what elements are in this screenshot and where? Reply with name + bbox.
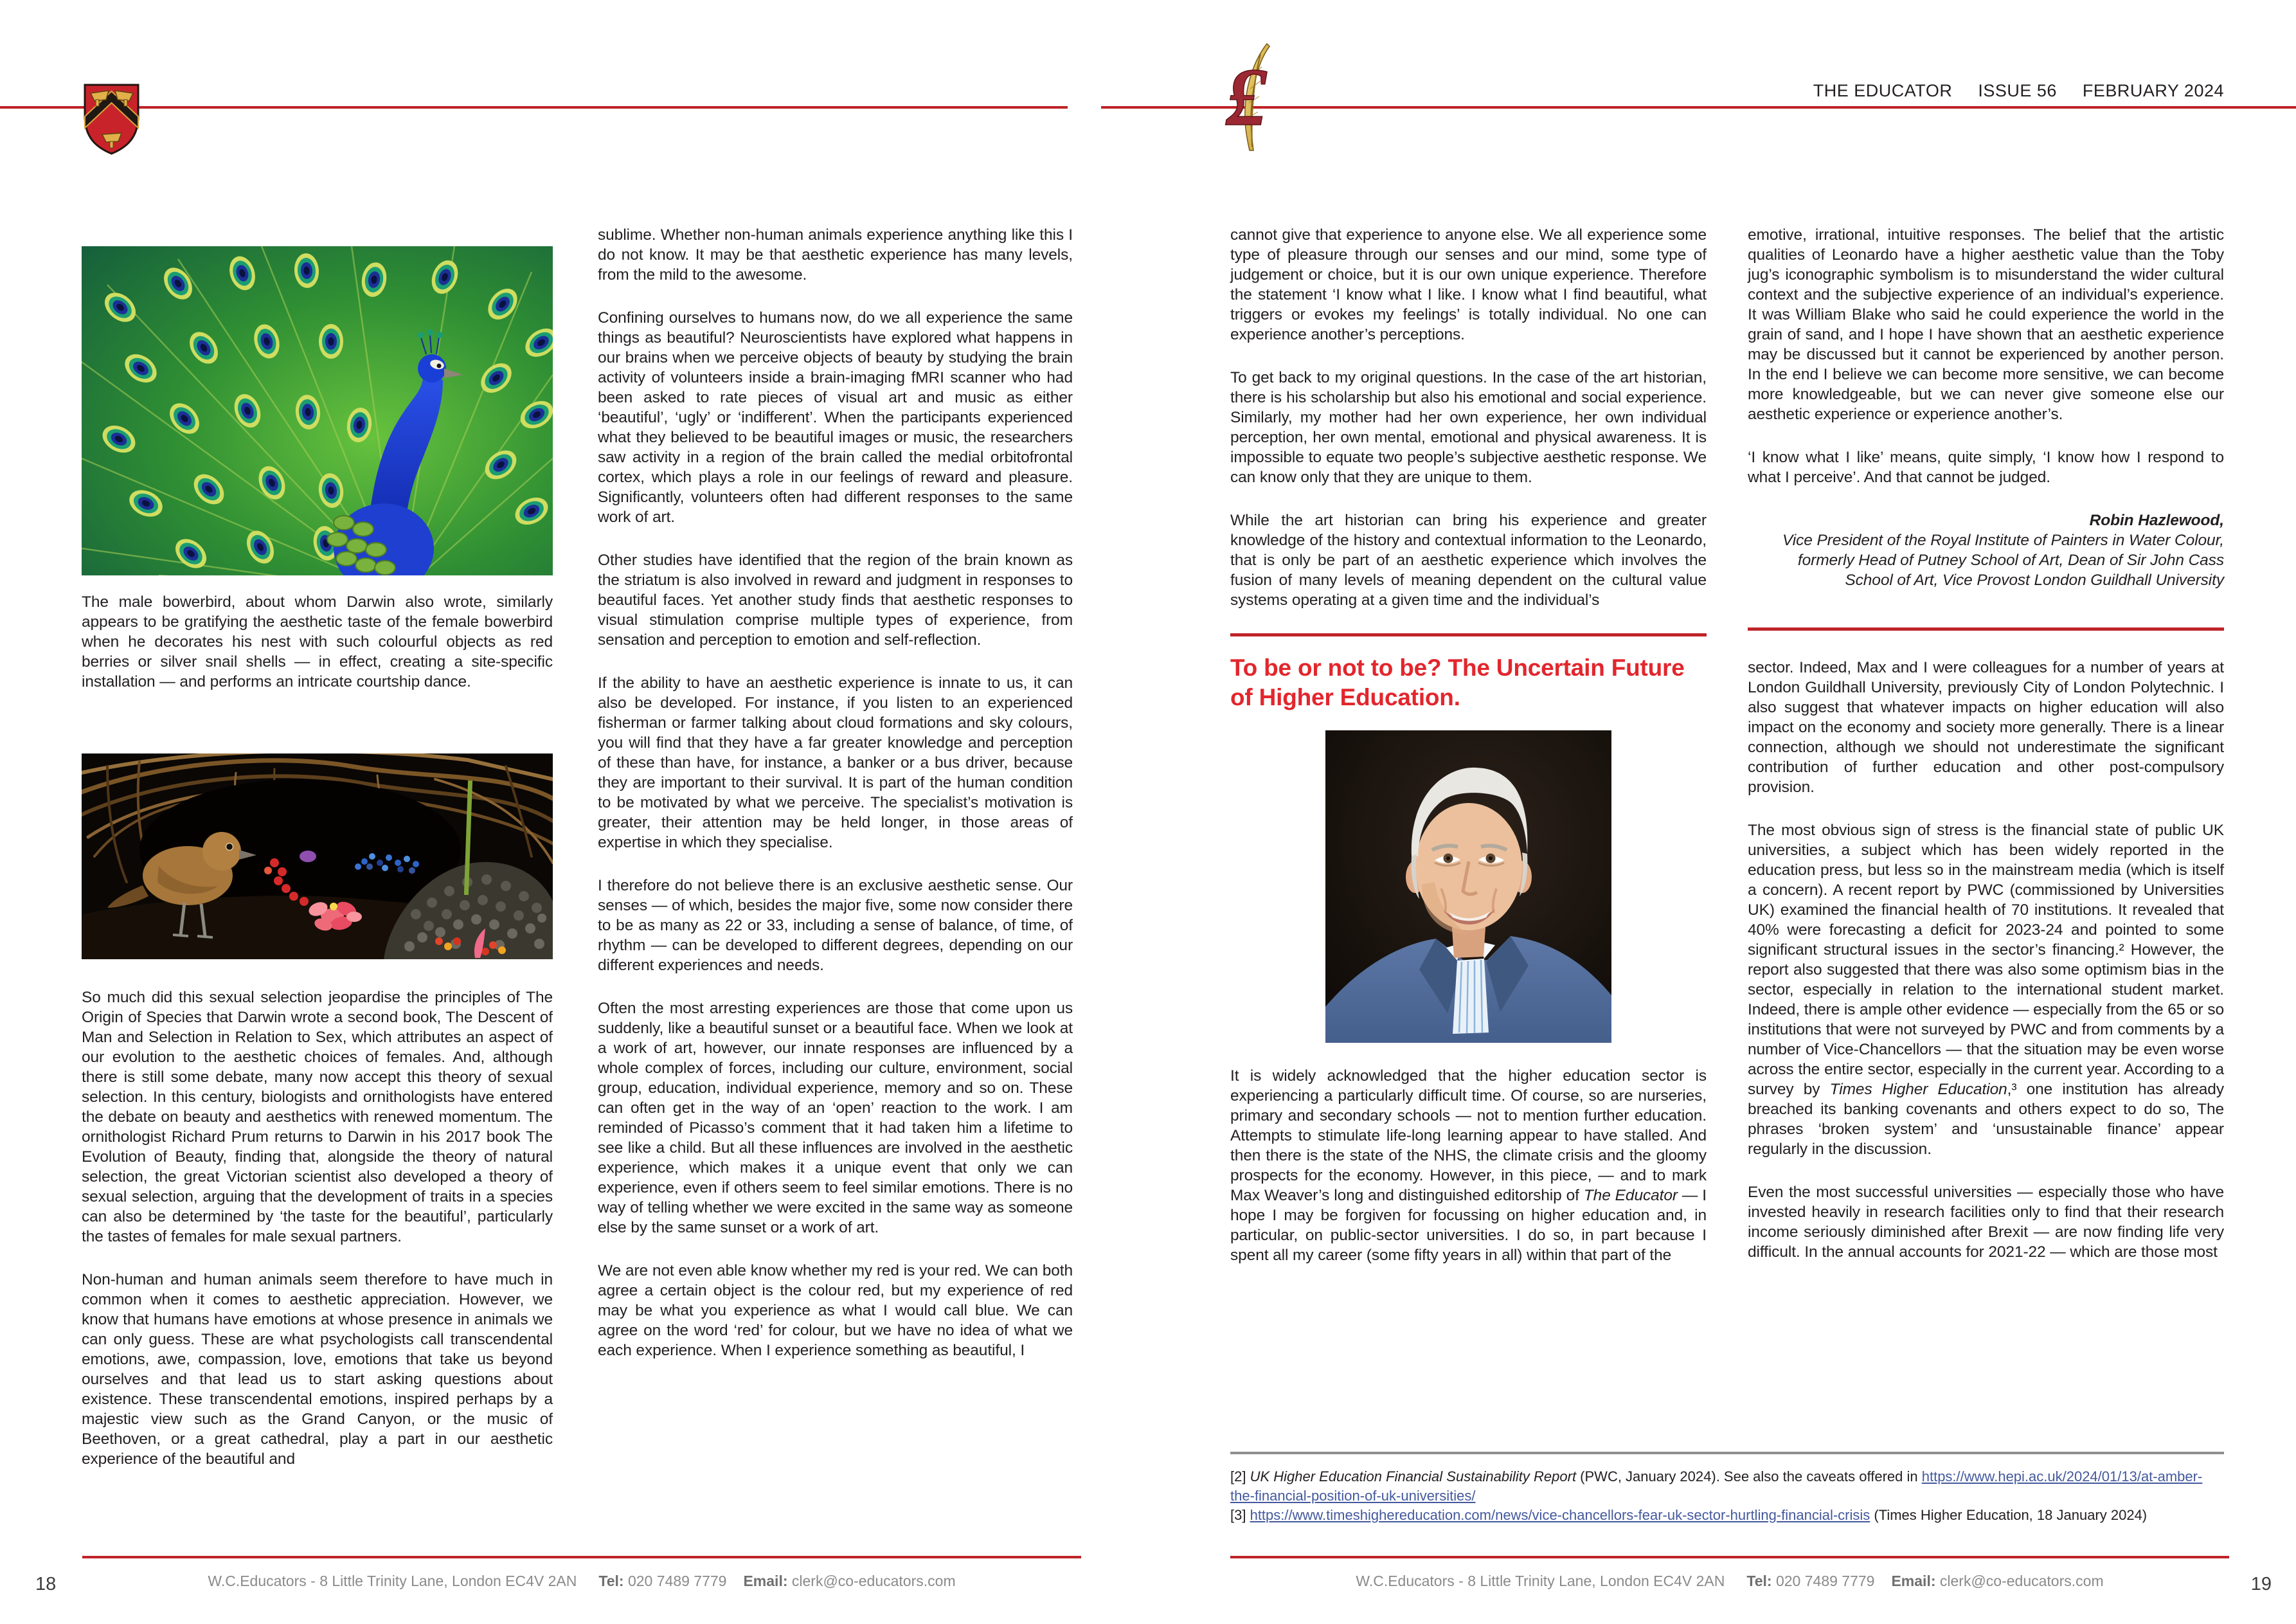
masthead-issue: ISSUE 56 — [1978, 81, 2057, 100]
article-paragraph: So much did this sexual selection jeopardise the principles of The Origin of Species that Darwin wrote a second book, The Descent of Man and Selection in Relation to Sex, which attributes an aspect of our evolution to the aesthetic choices of females. And, although there is still some debate, many now accept this theory of sexual selection. In this century, biologists and ornithologists have entered the debate on beauty and aesthetics with renewed momentum. The ornithologist Richard Prum returns to Darwin in his 2017 book The Evolution of Beauty, finding that, alongside the theory of natural selection, the great Victorian scientist also developed a theory of sexual selection, arguing that the development of traits in a species can also be determined by ‘the taste for the beautiful’, particularly the tastes of females for male sexual partners. — [82, 989, 553, 1245]
article-paragraph: cannot give that experience to anyone else. We all experience some type of pleasure through our senses and our mind, some type of judgement or choice, but it is our own unique experience. Therefore the statement ‘I know what I like. I know what I find beautiful, what triggers or evokes my feelings’ is totally individual. No one can experience another’s perceptions. — [1230, 226, 1707, 343]
footnote-link-hepi[interactable]: https://www.hepi.ac.uk/2024/01/13/at-amber-the-financial-position-of-uk-universities/ — [1230, 1468, 2203, 1504]
footer-tel-label: Tel: — [598, 1573, 624, 1589]
author-name: Robin Hazlewood, — [2089, 512, 2224, 529]
article-paragraph: sector. Indeed, Max and I were colleagues for a number of years at London Guildhall University, previously City of London Polytechnic. I also suggest that whatever impacts on higher education will also impact on the economy and society more generally. There is a linear connection, although we should not underestimate the significant contribution of further education and other post-compulsory provision. — [1748, 659, 2224, 796]
article-paragraph: If the ability to have an aesthetic experience is innate to us, it can also be developed. For instance, if you listen to an experienced fisherman or farmer talking about cloud formations and sky colours, you will find that they have a far greater knowledge and perception of these than have, for instance, a banker or a bus driver, because they are important to their survival. It is part of the human condition to be motivated by what we perceive. The specialist’s motivation is greater, their attention may be held longer, in those areas of expertise in which they specialise. — [598, 674, 1073, 851]
article-paragraph: Other studies have identified that the region of the brain known as the striatum is also involved in reward and judgment in responses to beautiful faces. Yet another study finds that aesthetic responses to visual stimulation comprise multiple types of experience, from sensation and perception to emotion and self-reflection. — [598, 552, 1073, 649]
footnote-2 — [1230, 1467, 2224, 1506]
article-paragraph: Often the most arresting experiences are those that come upon us suddenly, like a beautiful sunset or a beautiful face. When we look at a work of art, however, our innate responses are influenced by a whole complex of forces, including our culture, environment, social group, education, individual experience, memory and so on. These can often get in the way of an ‘open’ reaction to the work. I am reminded of Picasso’s comment that it had taken him a lifetime to see like a child. But all these influences are involved in the aesthetic experience, which makes it a unique event that only we can experience, even if others seem to feel similar emotions. There is no way of telling whether we were excited in the same way as someone else by the same sunset or a work of art. — [598, 1000, 1073, 1236]
footnote-rule — [1230, 1452, 2224, 1454]
author-portrait-photo — [1325, 730, 1611, 1043]
footnotes — [1230, 1452, 2224, 1525]
italic-title: The Educator — [1583, 1187, 1678, 1204]
article-paragraph: emotive, irrational, intuitive responses. The belief that the artistic qualities of Leonardo have a higher aesthetic value than the Toby jug’s iconographic symbolism is to misunderstand the wider cultural context and the subjective experience of an individual’s experience. It was William Blake who said he could experience the world in the grain of sand, and I hope I have shown that an aesthetic experience may be discussed but it cannot be experienced by another person. In the end I believe we can become more sensitive, we can become more knowledgeable, but we can never give someone else our aesthetic experience or experience another’s. — [1748, 226, 2224, 423]
footer-rule — [1230, 1556, 2229, 1558]
article-paragraph: To get back to my original questions. In the case of the art historian, there is his scholarship but also his emotional and social experience. Similarly, my mother had her own experience, her own individual perception, her own mental, emotional and physical awareness. It is impossible to equate two people’s subjective aesthetic response. We can know only that they are unique to them. — [1230, 369, 1707, 486]
paragraph-text: It is widely acknowledged that the higher education sector is experiencing a particularly difficult time. Of course, so are nurseries, primary and secondary schools — not to mention further education. Attempts to stimulate life-long learning appear to have stalled. And then there is the state of the NHS, the climate crisis and the gloomy prospects for the economy. However, in this piece, — and to mark Max Weaver’s long and distinguished editorship of — [1230, 1067, 1707, 1204]
article-paragraph — [1230, 1066, 1707, 1265]
masthead — [1534, 81, 2224, 101]
paragraph-text: ,³ one institution has already breached its banking covenants and others expect to do so, The phrases ‘broken system’ and ‘unsustainable finance’ appear regularly in the discussion. — [1748, 1081, 2224, 1158]
peacock-photo — [82, 246, 553, 575]
footer-org: W.C.Educators - 8 Little Trinity Lane, London EC4V 2AN — [208, 1573, 577, 1589]
article-paragraph: Confining ourselves to humans now, do we all experience the same things as beautiful? Neuroscientists have explored what happens in our brains when we perceive objects of beauty by studying the brain activity of volunteers inside a brain-imaging fMRI scanner who had been asked to rate pieces of visual art and music as either ‘beautiful’, ‘ugly’ or ‘indifferent’. When the participants experienced what they believed to be beautiful images or music, the researchers saw activity in a region of the brain called the medial orbitofrontal cortex, which plays a role in our feelings of reward and pleasure. Significantly, volunteers often had different responses to the same work of art. — [598, 309, 1073, 526]
footnote-report-title: UK Higher Education Financial Sustainability Report — [1250, 1468, 1577, 1484]
footer-email: clerk@co-educators.com — [791, 1573, 956, 1589]
footer-email-label: Email: — [1891, 1573, 1936, 1589]
article-paragraph: While the art historian can bring his experience and greater knowledge of the history and contextual information to the Leonardo, that is only be part of an aesthetic experience which involves the fusion of many levels of meaning dependent on the cultural value systems operating at a given time and the individual’s — [1230, 512, 1707, 609]
page-number-18: 18 — [35, 1574, 57, 1594]
school-crest-logo — [82, 82, 141, 156]
footer-tel: 020 7489 7779 — [1775, 1573, 1875, 1589]
section-heading: To be or not to be? The Uncertain Future of Higher Education. — [1230, 654, 1685, 710]
left-column-1 — [82, 246, 553, 1469]
page-number-19: 19 — [2250, 1574, 2272, 1594]
italic-title: Times Higher Education — [1829, 1081, 2007, 1098]
article-paragraph: I therefore do not believe there is an exclusive aesthetic sense. Our senses — of which, besides the major five, some now consider there to be as many as 22 or 33, including a sense of balance, of time, of rhythm — can be developed to different degrees, depending on our different experiences and needs. — [598, 877, 1073, 974]
footer-org: W.C.Educators - 8 Little Trinity Lane, London EC4V 2AN — [1356, 1573, 1725, 1589]
section-divider-rule — [1748, 627, 2224, 631]
footnote-link-the[interactable]: https://www.timeshighereducation.com/news/vice-chancellors-fear-uk-sector-hurtling-financial-crisis — [1250, 1507, 1870, 1523]
masthead-date: FEBRUARY 2024 — [2082, 81, 2224, 100]
footnote-marker: [2] — [1230, 1468, 1250, 1484]
article-paragraph: Non-human and human animals seem therefore to have much in common when it comes to aesthetic appreciation. However, we know that humans have emotions at whose presence in animals we can only guess. These are what psychologists call transcendental emotions, awe, compassion, love, emotions that take us beyond ourselves and that lead us to start asking questions about existence. These transcendental emotions, inspired perhaps by a majestic view such as the Grand Canyon, or the music of Beethoven, or a great cathedral, play a part in our aesthetic experience of the beautiful and — [82, 1271, 553, 1468]
quill-pound-logo — [1224, 42, 1280, 152]
paragraph-text: — I hope I may be forgiven for focussing on higher education and, in particular, on public-sector universities. I do so, in part because I spent all my career (some fifty years in all) within that part of the — [1230, 1187, 1707, 1264]
article-paragraph — [1748, 820, 2224, 1159]
footnote-text: (PWC, January 2024). See also the caveats offered in — [1576, 1468, 1922, 1484]
footer-rule — [82, 1556, 1081, 1558]
pound-glyph: £ — [1226, 51, 1267, 143]
footnote-marker: [3] — [1230, 1507, 1250, 1523]
footer-email: clerk@co-educators.com — [1939, 1573, 2104, 1589]
footer-tel: 020 7489 7779 — [627, 1573, 727, 1589]
article-paragraph: Even the most successful universities — especially those who have invested heavily in research facilities only to find that their research income seriously diminished after Brexit — are now finding life very difficult. In the annual accounts for 2021-22 — which are those most — [1748, 1184, 2224, 1261]
article-paragraph: ‘I know what I like’ means, quite simply, ‘I know how I respond to what I perceive’. And that cannot be judged. — [1748, 449, 2224, 486]
footnote-text: (Times Higher Education, 18 January 2024) — [1870, 1507, 2148, 1523]
masthead-title: THE EDUCATOR — [1813, 81, 1953, 100]
right-column-1 — [1230, 225, 1707, 1265]
footer-email-label: Email: — [743, 1573, 788, 1589]
left-column-2 — [598, 225, 1073, 1360]
author-attribution — [1748, 510, 2224, 590]
footer-address — [1230, 1573, 2229, 1590]
footer-address — [82, 1573, 1081, 1590]
footnote-3 — [1230, 1506, 2224, 1525]
article-paragraph: sublime. Whether non-human animals experience anything like this I do not know. It may be that aesthetic experience has many levels, from the mild to the awesome. — [598, 226, 1073, 284]
bowerbird-photo — [82, 753, 553, 959]
section-divider-rule — [1230, 633, 1707, 636]
paragraph-text: The most obvious sign of stress is the financial state of public UK universities, a subject which has been widely reported in the education press, but less so in the mainstream media (which is itself a concern). A recent report by PWC (commissioned by Universities UK) examined the financial health of 70 institutions. It revealed that 40% were forecasting a deficit for 2023-24 and pointed to some significant structural issues in the sector’s financing.² However, the report also suggested that there was also some optimism bias in the sector, especially in relation to the international student market. Indeed, there is ample other evidence — especially from the 65 or so institutions that were not surveyed by PWC and from comments by a number of Vice-Chancellors — that the situation may be even worse across the entire sector, especially in the current year. According to a survey by — [1748, 822, 2224, 1098]
article-paragraph: We are not even able know whether my red is your red. We can both agree a certain object is the colour red, but my experience of red may be what you experience as what I would call blue. We can agree on the word ‘red’ for colour, but we have no idea of what we each experience. When I experience something as beautiful, I — [598, 1262, 1073, 1359]
page-19 — [1148, 0, 2296, 1624]
author-titles: Vice President of the Royal Institute of Painters in Water Colour, formerly Head of Putney School of Art, Dean of Sir John Cass School of Art, Vice Provost London Guildhall University — [1782, 532, 2224, 589]
footer-tel-label: Tel: — [1746, 1573, 1772, 1589]
right-column-2 — [1748, 225, 2224, 1262]
article-paragraph: The male bowerbird, about whom Darwin also wrote, similarly appears to be gratifying the aesthetic taste of the female bowerbird when he decorates his nest with such colourful objects as red berries or silver snail shells — in effect, creating a site-specific installation — and performs an intricate courtship dance. — [82, 593, 553, 690]
